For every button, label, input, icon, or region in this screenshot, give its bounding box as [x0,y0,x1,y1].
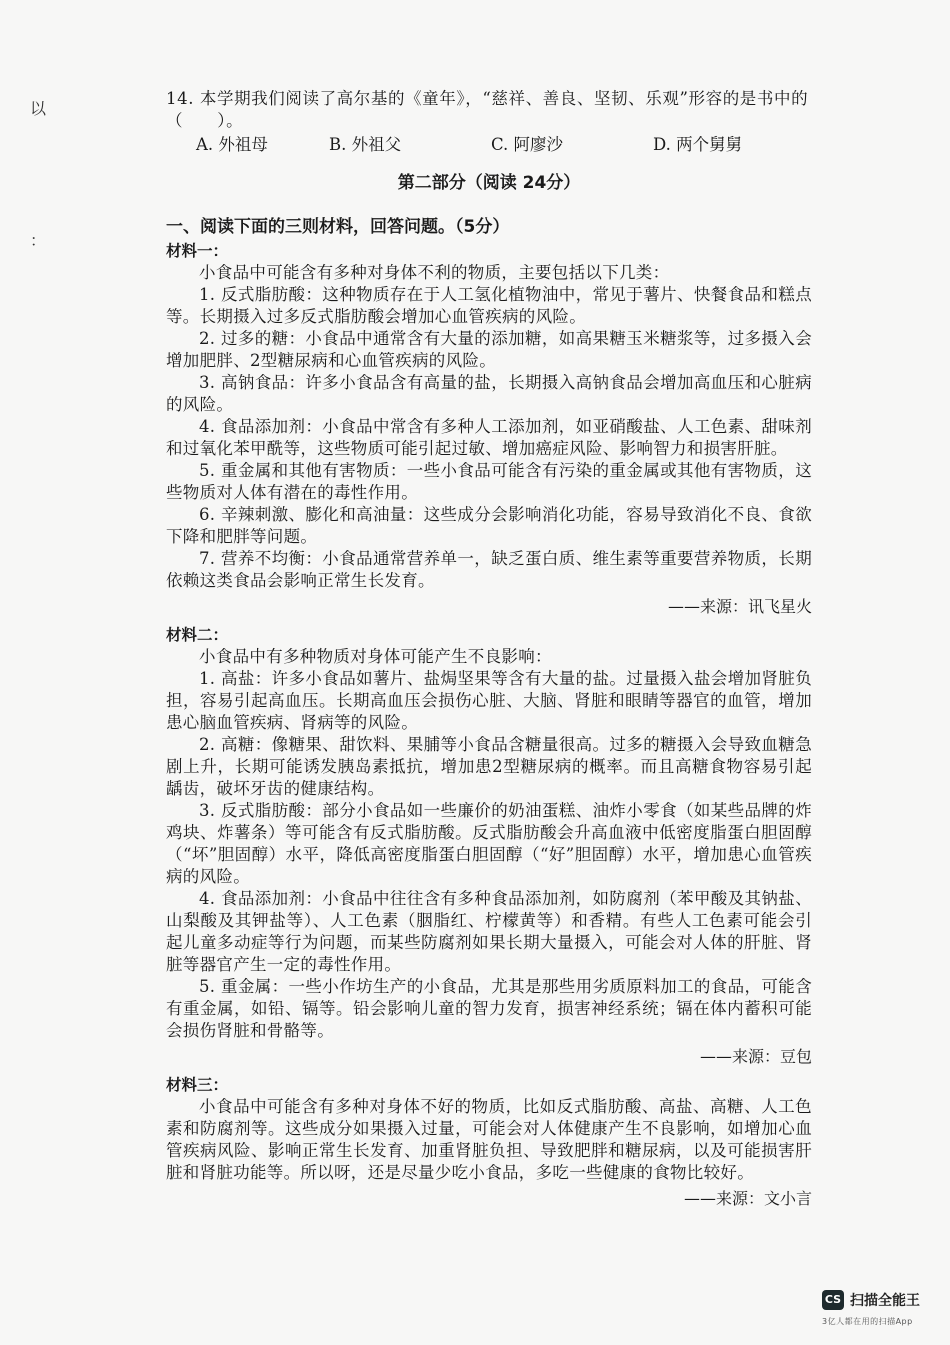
part-two-title: 第二部分（阅读 24分） [397,173,581,193]
option-d: D. 两个舅舅 [653,135,743,154]
material-one-paragraph: 4. 食品添加剂：小食品中常含有多种人工添加剂，如亚硝酸盐、人工色素、甜味剂和过氧化苯甲酰等，这些物质可能引起过敏、增加癌症风险、影响智力和损害肝脏。 [166,417,812,458]
material-two-paragraph: 小食品中有多种物质对身体可能产生不良影响： [199,647,552,666]
material-one-paragraph: 6. 辛辣刺激、膨化和高油量：这些成分会影响消化功能，容易导致消化不良、食欲下降和肥胖等问题。 [166,505,812,546]
section-one-title: 一、阅读下面的三则材料，回答问题。（5分） [166,217,510,237]
material-two-label: 材料二： [166,626,229,644]
camscanner-logo-icon: CS [822,1290,844,1310]
watermark-app-name: 扫描全能王 [850,1293,920,1309]
option-a: A. 外祖母 [196,135,268,154]
material-two-paragraph: 5. 重金属：一些小作坊生产的小食品，尤其是那些用劣质原料加工的食品，可能含有重金属，如铅、镉等。铅会影响儿童的智力发育，损害神经系统；镉在体内蓄积可能会损伤肾脏和骨骼等。 [166,977,812,1040]
material-two-paragraph: 4. 食品添加剂：小食品中往往含有多种食品添加剂，如防腐剂（苯甲酸及其钠盐、山梨酸及其钾盐等）、人工色素（胭脂红、柠檬黄等）和香精。有些人工色素可能会引起儿童多动症等行为问题，而某些防腐剂如果长期大量摄入，可能会对人体的肝脏、肾脏等器官产生一定的毒性作用。 [166,889,812,974]
material-one-paragraph: 1. 反式脂肪酸：这种物质存在于人工氢化植物油中，常见于薯片、快餐食品和糕点等。长期摄入过多反式脂肪酸会增加心血管疾病的风险。 [166,285,812,326]
margin-mark-mid: ： [30,231,47,250]
material-three-paragraph: 小食品中可能含有多种对身体不好的物质，比如反式脂肪酸、高盐、高糖、人工色素和防腐剂等。这些成分如果摄入过量，可能会对人体健康产生不良影响，如增加心血管疾病风险、影响正常生长发育、加重肾脏负担、导致肥胖和糖尿病，以及可能损害肝脏和肾脏功能等。所以呀，还是尽量少吃小食品，多吃一些健康的食物比较好。 [166,1097,812,1182]
material-one-paragraph: 2. 过多的糖：小食品中通常含有大量的添加糖，如高果糖玉米糖浆等，过多摄入会增加肥胖、2型糖尿病和心血管疾病的风险。 [166,329,812,370]
material-one-source: ——来源：讯飞星火 [667,597,812,616]
material-one-paragraph: 7. 营养不均衡：小食品通常营养单一，缺乏蛋白质、维生素等重要营养物质，长期依赖这类食品会影响正常生长发育。 [166,549,812,590]
option-c: C. 阿廖沙 [491,135,564,154]
material-three-source: ——来源：文小言 [683,1189,812,1208]
scanner-watermark [822,1288,932,1332]
material-one-paragraph: 小食品中可能含有多种对身体不利的物质，主要包括以下几类： [199,263,670,282]
material-one-paragraph: 3. 高钠食品：许多小食品含有高量的盐，长期摄入高钠食品会增加高血压和心脏病的风险。 [166,373,812,414]
material-two-source: ——来源：豆包 [699,1047,812,1066]
margin-mark-top: 以 [30,99,47,118]
document-body [166,88,812,1216]
material-two-paragraph: 2. 高糖：像糖果、甜饮料、果脯等小食品含糖量很高。过多的糖摄入会导致血糖急剧上升，长期可能诱发胰岛素抵抗，增加患2型糖尿病的概率。而且高糖食物容易引起龋齿，破坏牙齿的健康结构。 [166,735,812,798]
material-one-label: 材料一： [166,242,229,260]
watermark-tagline: 3亿人都在用的扫描App [822,1317,913,1326]
material-two-paragraph: 3. 反式脂肪酸：部分小食品如一些廉价的奶油蛋糕、油炸小零食（如某些品牌的炸鸡块、炸薯条）等可能含有反式脂肪酸。反式脂肪酸会升高血液中低密度脂蛋白胆固醇（“坏”胆固醇）水平，降低高密度脂蛋白胆固醇（“好”胆固醇）水平，增加患心血管疾病的风险。 [166,801,812,886]
material-two-paragraph: 1. 高盐：许多小食品如薯片、盐焗坚果等含有大量的盐。过量摄入盐会增加肾脏负担，容易引起高血压。长期高血压会损伤心脏、大脑、肾脏和眼睛等器官的血管，增加患心脑血管疾病、肾病等的风险。 [166,669,812,732]
option-b: B. 外祖父 [329,135,402,154]
material-three-label: 材料三： [166,1076,229,1094]
question-14-options [196,134,812,156]
question-14-text: 14. 本学期我们阅读了高尔基的《童年》，“慈祥、善良、坚韧、乐观”形容的是书中的（ ）。 [166,89,809,130]
material-one-paragraph: 5. 重金属和其他有害物质：一些小食品可能含有污染的重金属或其他有害物质，这些物质对人体有潜在的毒性作用。 [166,461,812,502]
